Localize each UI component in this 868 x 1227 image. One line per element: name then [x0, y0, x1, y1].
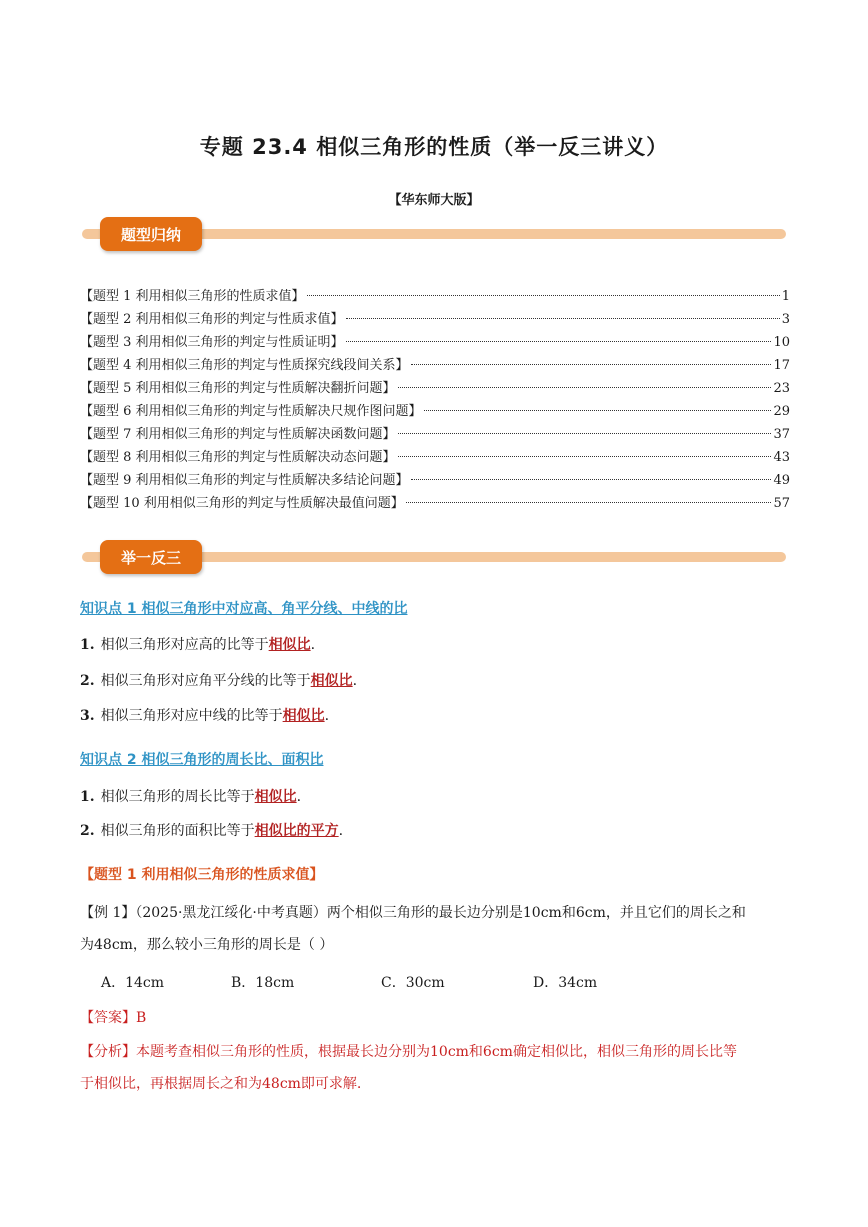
knowledge-point-title: 知识点 1 相似三角形中对应高、角平分线、中线的比 — [80, 601, 408, 617]
toc-entry[interactable]: 【题型 3 利用相似三角形的判定与性质证明】 10 — [80, 335, 790, 350]
choice-a: A．14cm — [101, 975, 165, 991]
section-badge-practice: 举一反三 — [100, 540, 202, 574]
toc-entry[interactable]: 【题型 9 利用相似三角形的判定与性质解决多结论问题】 49 — [80, 473, 790, 488]
knowledge-point-title: 知识点 2 相似三角形的周长比、面积比 — [80, 752, 324, 768]
knowledge-item: 1. 相似三角形的周长比等于相似比. — [80, 789, 302, 805]
choice-c: C．30cm — [381, 975, 445, 991]
toc-entry[interactable]: 【题型 10 利用相似三角形的判定与性质解决最值问题】 57 — [80, 496, 790, 511]
knowledge-item: 2. 相似三角形的面积比等于相似比的平方. — [80, 823, 344, 839]
toc-entry[interactable]: 【题型 8 利用相似三角形的判定与性质解决动态问题】 43 — [80, 450, 790, 465]
toc-entry[interactable]: 【题型 1 利用相似三角形的性质求值】 1 — [80, 289, 790, 304]
table-of-contents — [80, 285, 790, 515]
knowledge-item: 3. 相似三角形对应中线的比等于相似比. — [80, 708, 330, 724]
section-badge-types: 题型归纳 — [100, 217, 202, 251]
knowledge-item: 2. 相似三角形对应角平分线的比等于相似比. — [80, 673, 358, 689]
toc-entry[interactable]: 【题型 6 利用相似三角形的判定与性质解决尺规作图问题】 29 — [80, 404, 790, 419]
choice-b: B．18cm — [231, 975, 295, 991]
answer-text: 【答案】B — [80, 1010, 147, 1026]
toc-entry[interactable]: 【题型 4 利用相似三角形的判定与性质探究线段间关系】 17 — [80, 358, 790, 373]
knowledge-item: 1. 相似三角形对应高的比等于相似比. — [80, 637, 316, 653]
toc-entry[interactable]: 【题型 2 利用相似三角形的判定与性质求值】 3 — [80, 312, 790, 327]
question-type-heading: 【题型 1 利用相似三角形的性质求值】 — [80, 867, 324, 883]
toc-entry[interactable]: 【题型 7 利用相似三角形的判定与性质解决函数问题】 37 — [80, 427, 790, 442]
edition-label: 【华东师大版】 — [388, 193, 480, 208]
page-title: 专题 23.4 相似三角形的性质（举一反三讲义） — [199, 135, 669, 159]
choice-d: D．34cm — [533, 975, 598, 991]
example-question: 【例 1】（2025·黑龙江绥化·中考真题）两个相似三角形的最长边分别是10cm和6cm，并且它们的周长之和 为48cm，那么较小三角形的周长是（ ） — [80, 905, 746, 953]
toc-entry[interactable]: 【题型 5 利用相似三角形的判定与性质解决翻折问题】 23 — [80, 381, 790, 396]
analysis-text: 【分析】本题考查相似三角形的性质，根据最长边分别为10cm和6cm确定相似比，相似三角形的周长比等 于相似比，再根据周长之和为48cm即可求解. — [80, 1044, 737, 1092]
